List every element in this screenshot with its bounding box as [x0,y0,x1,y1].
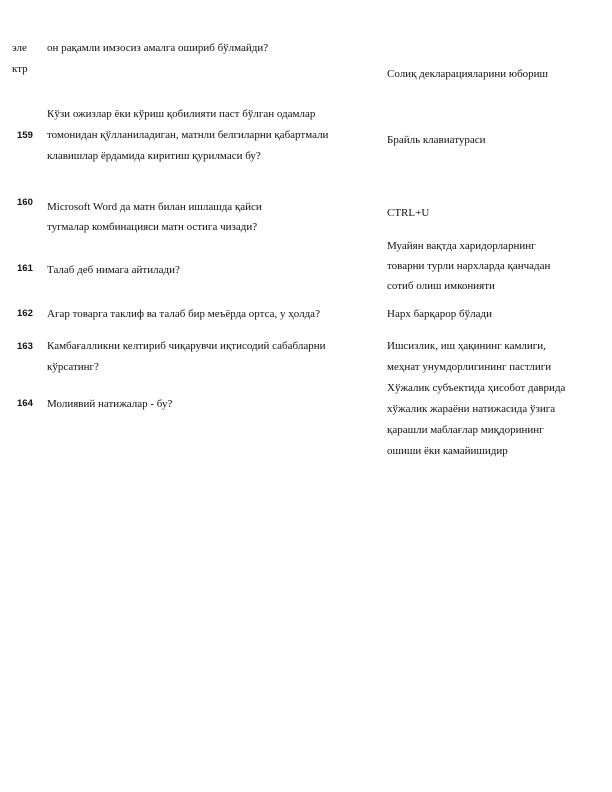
answer-text [387,378,565,462]
question-line: он рақамли имзосиз амалга ошириб бўлмайди? [47,42,269,54]
answer-text [387,64,548,85]
answer-line: Муайян вақтда харидорларнинг [387,240,536,252]
answer-line: хўжалик жараёни натижасида ўзига [387,403,556,415]
question-line: клавишлар ёрдамида киритиш қурилмаси бу? [47,150,261,162]
row-number-line: эле [12,42,27,54]
answer-text [387,130,486,151]
row-number: 164 [17,398,33,409]
answer-line: қарашли маблағлар миқдорининг [387,424,544,436]
question-text [47,197,262,237]
answer-line: Ишсизлик, иш ҳақининг камлиги, [387,340,546,352]
question-line: Молиявий натижалар - бу? [47,398,173,410]
question-text [47,336,326,378]
answer-line: Хўжалик субъектида ҳисобот даврида [387,382,566,394]
row-number: 163 [17,341,33,352]
question-text [47,304,320,325]
row-number: 159 [17,130,33,141]
question-text [47,394,172,415]
answer-line: меҳнат унумдорлигининг пастлиги [387,361,552,373]
row-number: 162 [17,308,33,319]
answer-text [387,304,492,325]
question-line: Талаб деб нимага айтилади? [47,264,180,276]
row-number: 160 [17,197,33,208]
answer-text [387,236,550,296]
question-line: Агар товарга таклиф ва талаб бир меъёрда ортса, у ҳолда? [47,308,320,320]
question-text [47,260,180,281]
question-line: Microsoft Word да матн билан ишлашда қайси [47,201,262,213]
answer-line: CTRL+U [387,207,430,219]
answer-line: товарни турли нархларда қанчадан [387,260,551,272]
answer-text [387,336,551,378]
question-text [47,104,328,167]
question-text [47,38,268,59]
question-line: томонидан қўлланиладиган, матнли белгиларни қабартмали [47,129,329,141]
answer-line: Солиқ декларацияларини юбориш [387,68,549,80]
answer-line: Брайль клавиатураси [387,134,486,146]
answer-text [387,203,429,224]
question-line: тугмалар комбинацияси матн остига чизади? [47,221,258,233]
row-number-line: ктр [12,63,28,75]
row-number: 161 [17,263,33,274]
answer-line: сотиб олиш имконияти [387,280,495,292]
answer-line: ошиши ёки камайишидир [387,445,508,457]
question-line: Камбағалликни келтириб чиқарувчи иқтисодий сабабларни [47,340,326,352]
answer-line: Нарх барқарор бўлади [387,308,492,320]
row-number [12,38,28,80]
question-line: Кўзи ожизлар ёки кўриш қобилияти паст бўлган одамлар [47,108,316,120]
question-line: кўрсатинг? [47,361,99,373]
